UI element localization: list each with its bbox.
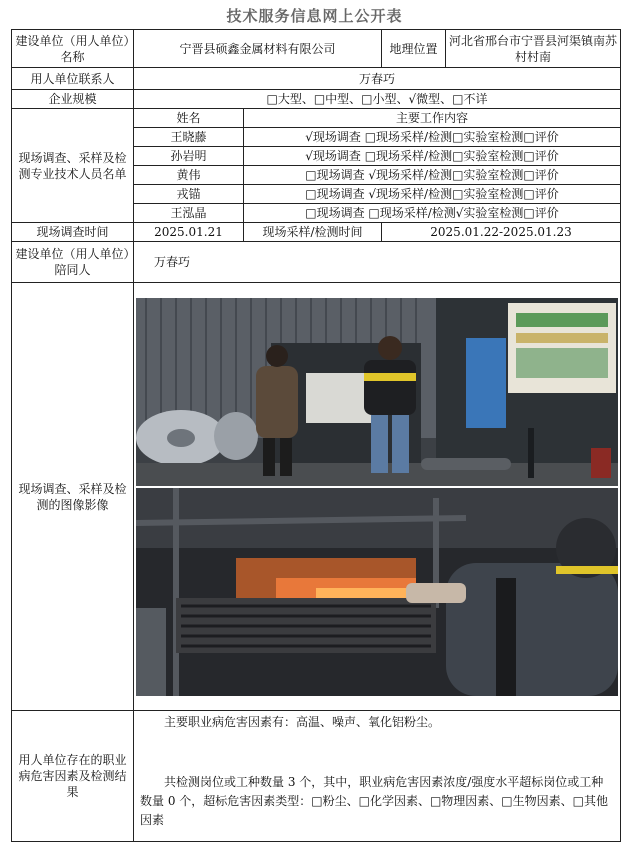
location-label: 地理位置	[382, 30, 446, 68]
row-companion	[12, 242, 621, 283]
staff-label: 现场调查、采样及检测专业技术人员名单	[12, 109, 134, 223]
survey-time-value: 2025.01.21	[134, 223, 244, 242]
location-value: 河北省邢台市宁晋县河渠镇南苏村村南	[446, 30, 621, 68]
row-hazards	[12, 711, 621, 842]
site-photo-sampling	[136, 488, 618, 696]
row-images	[12, 283, 621, 711]
staff-name: 王泓晶	[134, 204, 244, 223]
staff-col-work: 主要工作内容	[244, 109, 621, 128]
row-times	[12, 223, 621, 242]
unit-name: 宁晋县硕鑫金属材料有限公司	[134, 30, 382, 68]
sampling-time-value: 2025.01.22-2025.01.23	[382, 223, 621, 242]
staff-work: □现场调查 □现场采样/检测√实验室检测□评价	[244, 204, 621, 223]
page-title: 技术服务信息网上公开表	[226, 7, 403, 25]
row-contact	[12, 68, 621, 90]
staff-work: √现场调查 □现场采样/检测□实验室检测□评价	[244, 128, 621, 147]
contact-value: 万春巧	[134, 68, 621, 90]
scale-value: □大型、□中型、□小型、√微型、□不详	[134, 90, 621, 109]
sampling-time-label: 现场采样/检测时间	[244, 223, 382, 242]
staff-name: 王晓藤	[134, 128, 244, 147]
hazards-main: 主要职业病危害因素有：高温、噪声、氧化铝粉尘。	[164, 715, 441, 729]
site-photo-survey	[136, 298, 618, 486]
images-label: 现场调查、采样及检测的图像影像	[12, 283, 134, 711]
hazards-label: 用人单位存在的职业病危害因素及检测结果	[12, 711, 134, 842]
companion-value: 万春巧	[134, 242, 621, 283]
hazards-result: 共检测岗位或工种数量 3 个，其中，职业病危害因素浓度/强度水平超标岗位或工种数量 0 个，超标危害因素类型：□粉尘、□化学因素、□物理因素、□生物因素、□其他因素	[140, 775, 608, 827]
unit-label: 建设单位（用人单位）名称	[12, 30, 134, 68]
staff-work: √现场调查 □现场采样/检测□实验室检测□评价	[244, 147, 621, 166]
row-scale	[12, 90, 621, 109]
staff-name: 戎锚	[134, 185, 244, 204]
staff-col-name: 姓名	[134, 109, 244, 128]
companion-label: 建设单位（用人单位）陪同人	[12, 242, 134, 283]
hazards-cell	[134, 711, 621, 842]
staff-header-row	[12, 109, 621, 128]
staff-name: 孙岩明	[134, 147, 244, 166]
staff-work: □现场调查 √现场采样/检测□实验室检测□评价	[244, 185, 621, 204]
scale-label: 企业规模	[12, 90, 134, 109]
images-cell	[134, 283, 621, 711]
survey-time-label: 现场调查时间	[12, 223, 134, 242]
disclosure-table	[11, 29, 621, 842]
staff-name: 黄伟	[134, 166, 244, 185]
staff-work: □现场调查 √现场采样/检测□实验室检测□评价	[244, 166, 621, 185]
row-unit	[12, 30, 621, 68]
contact-label: 用人单位联系人	[12, 68, 134, 90]
